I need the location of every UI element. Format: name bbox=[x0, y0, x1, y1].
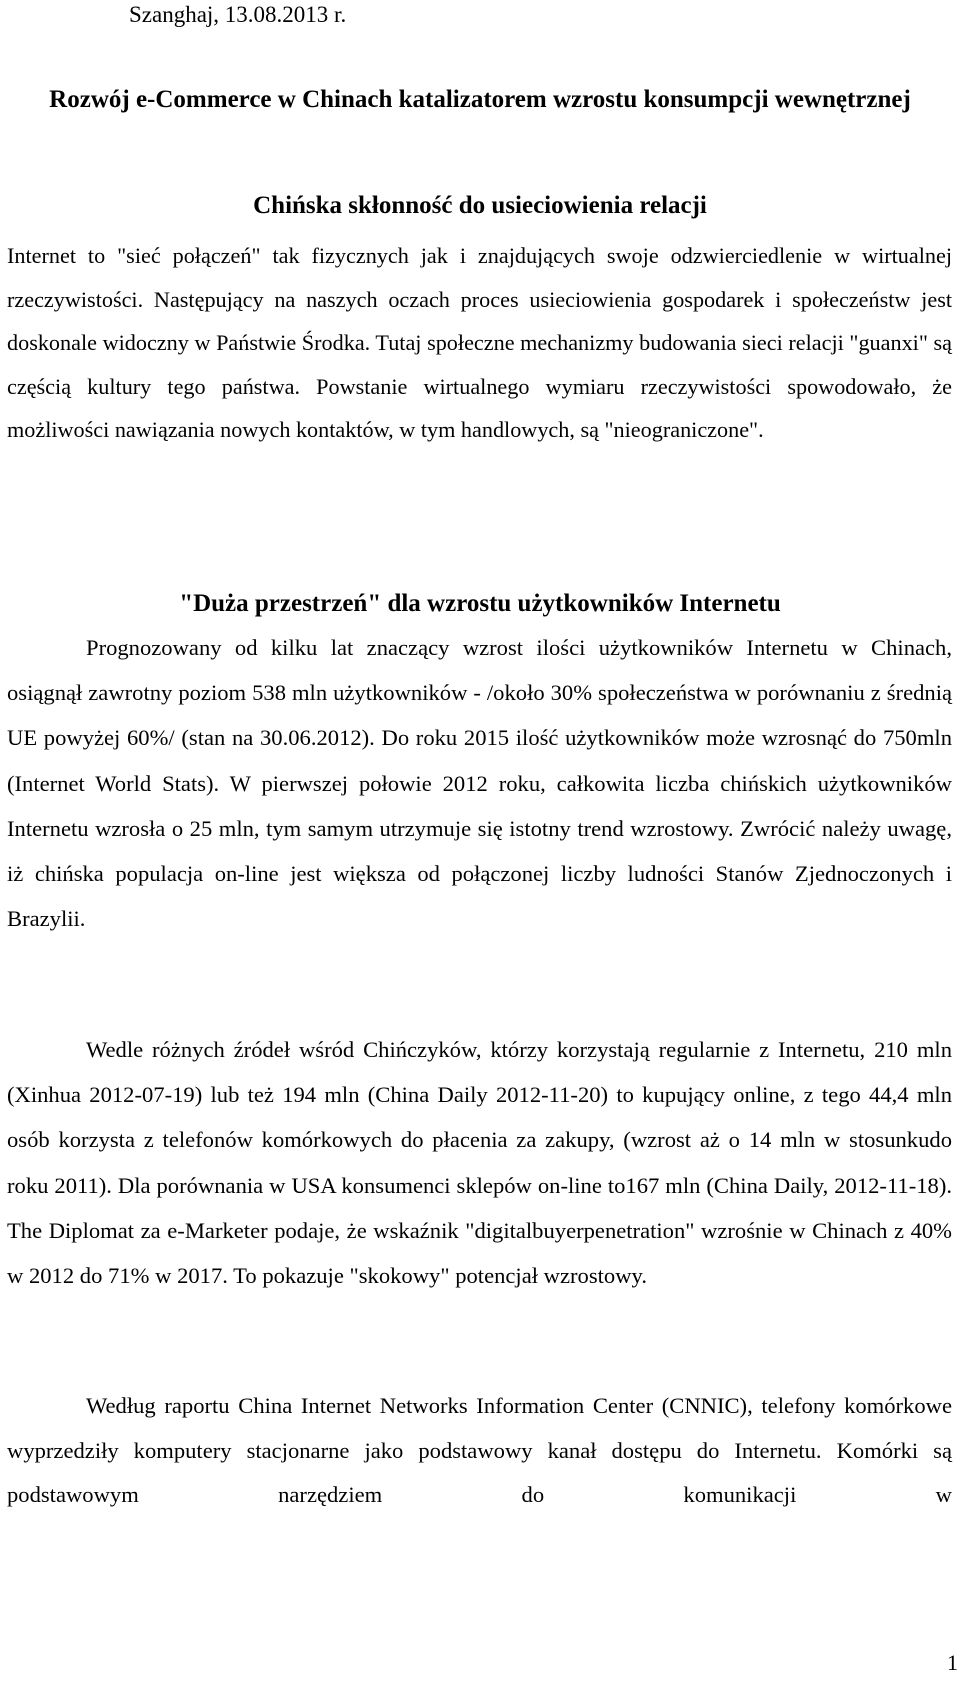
document-date: Szanghaj, 13.08.2013 r. bbox=[129, 2, 347, 27]
page-number: 1 bbox=[947, 1650, 958, 1675]
paragraph-mobile-phones: Według raportu China Internet Networks Information Center (CNNIC), telefony komórkowe wyprzedziły komputery stacjonarne jako podstawowy kanał dostępu do Internetu. Komórki są podstawowym narzędziem do komunikacji w bbox=[7, 1393, 952, 1507]
paragraph-online-buyers: Wedle różnych źródeł wśród Chińczyków, którzy korzystają regularnie z Internetu, 210 mln (Xinhua 2012-07-19) lub też 194 mln (China Daily 2012-11-20) to kupujący online, z tego 44,4 mln osób korzysta z telefonów komórkowych do płacenia za zakupy, (wzrost aż o 14 mln w stosunkudo roku 2011). Dla porównania w USA konsumenci sklepów on-line to167 mln (China Daily, 2012-11-18). The Diplomat za e-Marketer podaje, że wskaźnik "digitalbuyerpenetration" wzrośnie w Chinach z 40% w 2012 do 71% w 2017. To pokazuje "skokowy" potencjał wzrostowy. bbox=[7, 1037, 952, 1289]
section-heading-networking: Chińska skłonność do usieciowienia relacji bbox=[253, 192, 707, 219]
section-heading-internet-users: "Duża przestrzeń" dla wzrostu użytkowników Internetu bbox=[179, 590, 781, 617]
paragraph-user-growth: Prognozowany od kilku lat znaczący wzrost ilości użytkowników Internetu w Chinach, osiągnął zawrotny poziom 538 mln użytkowników - /około 30% społeczeństwa w porównaniu z średnią UE powyżej 60%/ (stan na 30.06.2012). Do roku 2015 ilość użytkowników może wzrosnąć do 750mln (Internet World Stats). W pierwszej połowie 2012 roku, całkowita liczba chińskich użytkowników Internetu wzrosła o 25 mln, tym samym utrzymuje się istotny trend wzrostowy. Zwrócić należy uwagę, iż chińska populacja on-line jest większa od połączonej liczby ludności Stanów Zjednoczonych i Brazylii. bbox=[7, 635, 952, 932]
document-title: Rozwój e-Commerce w Chinach katalizatorem wzrostu konsumpcji wewnętrznej bbox=[49, 86, 911, 113]
paragraph-networking: Internet to "sieć połączeń" tak fizycznych jak i znajdujących swoje odzwierciedlenie w wirtualnej rzeczywistości. Następujący na naszych oczach proces usieciowienia gospodarek i społeczeństw jest doskonale widoczny w Państwie Środka. Tutaj społeczne mechanizmy budowania sieci relacji "guanxi" są częścią kultury tego państwa. Powstanie wirtualnego wymiaru rzeczywistości spowodowało, że możliwości nawiązania nowych kontaktów, w tym handlowych, są "nieograniczone". bbox=[7, 243, 952, 442]
